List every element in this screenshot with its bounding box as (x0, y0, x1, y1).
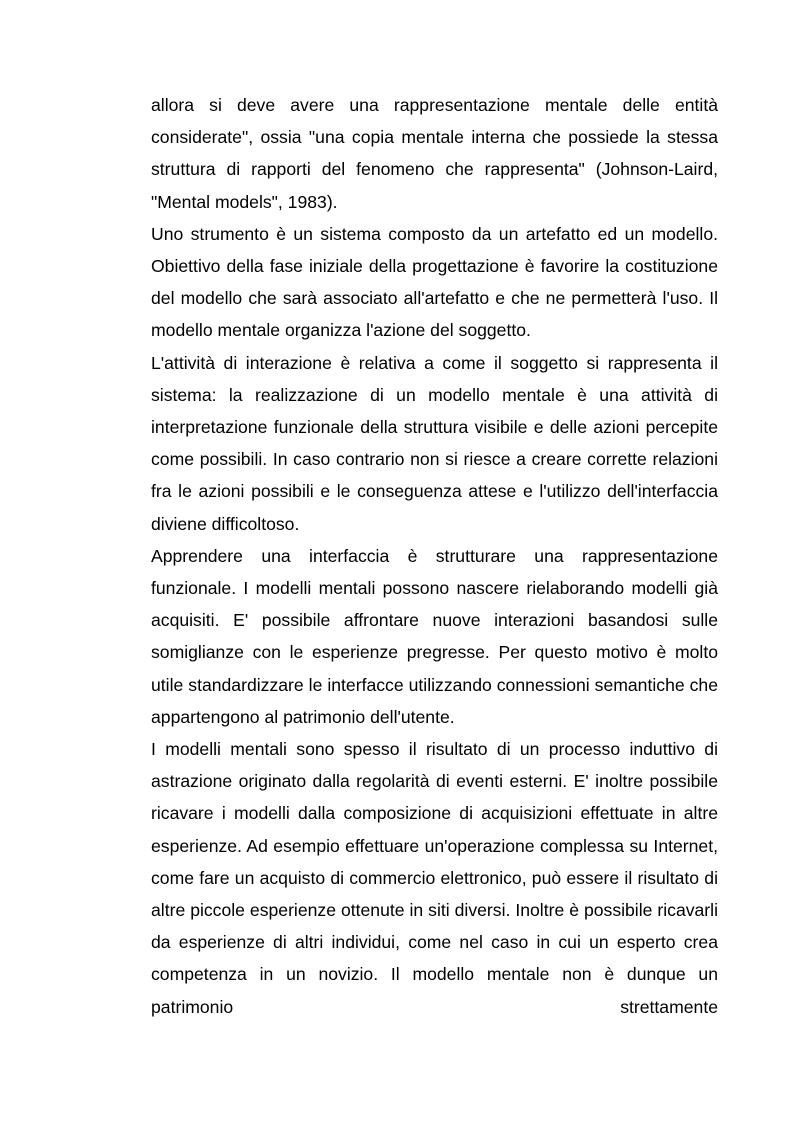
paragraph-1: allora si deve avere una rappresentazione mentale delle entità considerate", ossia "una copia mentale interna che possiede la stessa struttura di rapporti del fenomeno che rappresenta" (Johnson-Laird, "Mental models", 1983). (151, 95, 718, 212)
paragraph-2: Uno strumento è un sistema composto da un artefatto ed un modello. Obiettivo della fase iniziale della progettazione è favorire la costituzione del modello che sarà associato all'artefatto e che ne permetterà l'uso. Il modello mentale organizza l'azione del soggetto. (151, 223, 718, 341)
paragraph-4: Apprendere una interfaccia è strutturare una rappresentazione funzionale. I modelli mentali possono nascere rielaborando modelli già acquisiti. E' possibile affrontare nuove interazioni basandosi sulle somiglianze con le esperienze pregresse. Per questo motivo è molto utile standardizzare le interfacce utilizzando connessioni semantiche che appartengono al patrimonio dell'utente. (151, 545, 718, 727)
body-text (151, 89, 718, 1023)
paragraph-3: L'attività di interazione è relativa a come il soggetto si rappresenta il sistema: la realizzazione di un modello mentale è una attività di interpretazione funzionale della struttura visibile e delle azioni percepite come possibili. In caso contrario non si riesce a creare corrette relazioni fra le azioni possibili e le conseguenza attese e l'utilizzo dell'interfaccia diviene difficoltoso. (151, 352, 718, 534)
paragraph-5: I modelli mentali sono spesso il risultato di un processo induttivo di astrazione originato dalla regolarità di eventi esterni. E' inoltre possibile ricavare i modelli dalla composizione di acquisizioni effettuate in altre esperienze. Ad esempio effettuare un'operazione complessa su Internet, come fare un acquisto di commercio elettronico, può essere il risultato di altre piccole esperienze ottenute in siti diversi. Inoltre è possibile ricavarli da esperienze di altri individui, come nel caso in cui un esperto crea competenza in un novizio. Il modello mentale non è dunque un patrimonio strettamente (151, 739, 718, 1017)
